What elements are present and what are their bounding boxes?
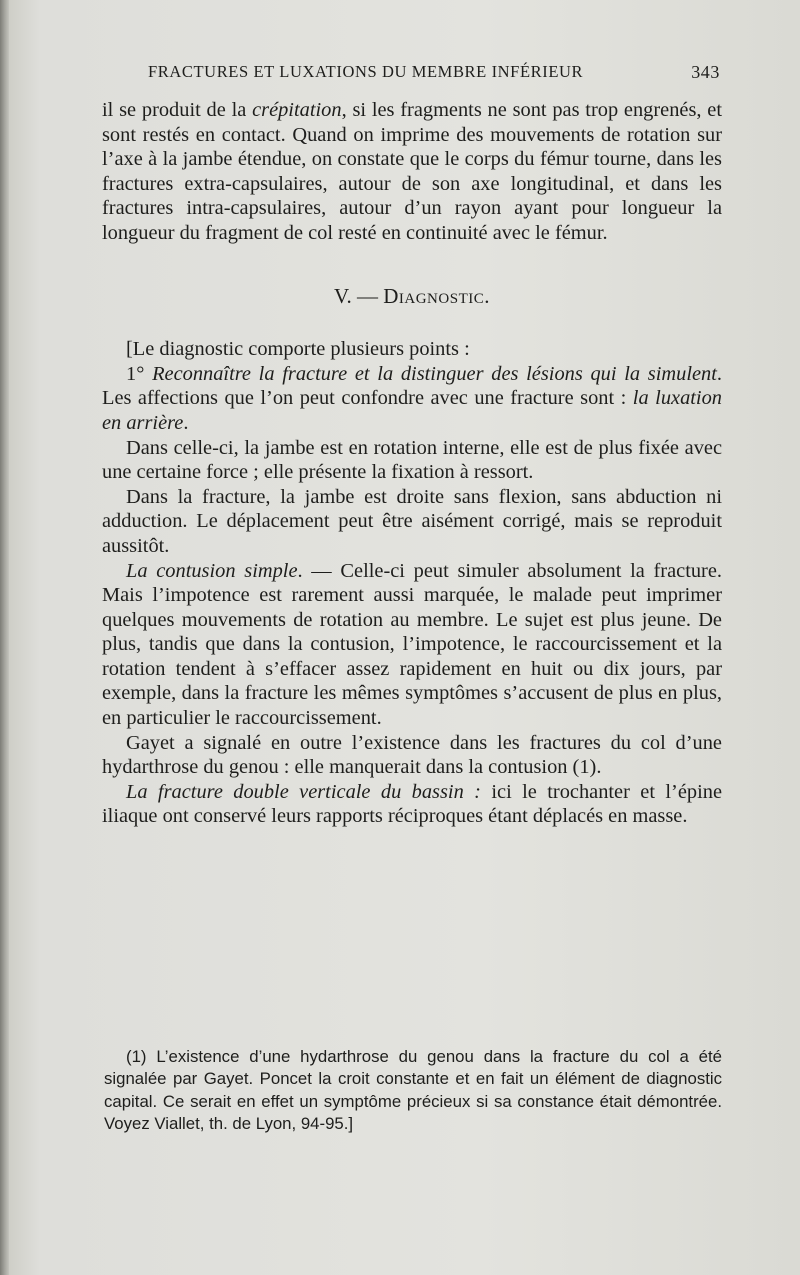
point-number: 1° xyxy=(126,362,153,385)
paragraph-fracture: Dans la fracture, la jambe est droite sans flexion, sans abduction ni adduction. Le déplacement peut être aisément corrigé, mais se reproduit aussitôt. xyxy=(102,485,722,557)
paragraph-crepitation xyxy=(102,98,722,246)
italic-heading: Reconnaître la fracture et la distinguer des lésions qui la simulent xyxy=(152,362,717,385)
section-number: V. — xyxy=(334,283,384,308)
section-heading xyxy=(102,284,722,309)
footnotes xyxy=(104,1046,722,1135)
text-run: . xyxy=(183,411,189,434)
text-run: , si les fragments ne sont pas trop engrenés, et sont restés en contact. Quand on imprime des mouvements de rotation sur l’axe à la jambe étendue, on constate que le corps du fémur tourne, dans les fractures extra-capsulaires, autour de son axe longitudinal, et dans les fractures intra-capsulaires, autour d’un rayon ayant pour longueur la longueur du fragment de col resté en continuité avec le fémur. xyxy=(102,99,722,244)
section-title: Diagnostic. xyxy=(383,283,490,308)
italic-term: la luxation en arrière xyxy=(102,387,722,434)
text-run: . Les affections que l’on peut confondre avec une fracture sont : xyxy=(102,362,723,410)
italic-term: La fracture double verticale du bassin : xyxy=(126,780,481,803)
page-number: 343 xyxy=(691,62,720,82)
footnote-1: (1) L’existence d’une hydarthrose du genou dans la fracture du col a été signalée par Gayet. Poncet la croit constante et en fait un élément de diagnostic capital. Ce serait en effet un symptôme précieux si sa constance était démontrée. Voyez Viallet, th. de Lyon, 94-95.] xyxy=(104,1047,722,1133)
paragraph-contusion xyxy=(102,559,722,731)
page-binding-edge xyxy=(0,0,9,1275)
paragraph-intro: [Le diagnostic comporte plusieurs points : xyxy=(126,338,470,361)
paragraph-bassin xyxy=(102,780,722,829)
running-title: FRACTURES ET LUXATIONS DU MEMBRE INFÉRIEUR xyxy=(148,62,584,81)
text-run: ici le trochanter et l’épine iliaque ont conservé leurs rapports réciproques étant déplacés en masse. xyxy=(102,780,723,828)
italic-term: crépitation xyxy=(252,99,342,121)
paragraph-luxation: Dans celle-ci, la jambe est en rotation interne, elle est de plus fixée avec une certaine force ; elle présente la fixation à ressort. xyxy=(102,436,722,484)
body-text xyxy=(102,98,722,829)
paragraph-gayet: Gayet a signalé en outre l’existence dans les fractures du col d’une hydarthrose du genou : elle manquerait dans la contusion (1). xyxy=(102,731,722,779)
italic-term: La contusion simple xyxy=(126,559,298,582)
text-run: . — Celle-ci peut simuler absolument la fracture. Mais l’impotence est rarement aussi marquée, le malade peut imprimer quelques mouvements de rotation au membre. Le sujet est plus jeune. De plus, tandis que dans la contusion, l’impotence, le raccourcissement et la rotation tendent à s’effacer assez rapidement en huit ou dix jours, par exemple, dans la fracture les mêmes symptômes s’accusent de plus en plus, en particulier le raccourcissement. xyxy=(102,559,722,730)
paragraph-point-one xyxy=(102,362,722,436)
text-run: il se produit de la xyxy=(102,99,253,121)
